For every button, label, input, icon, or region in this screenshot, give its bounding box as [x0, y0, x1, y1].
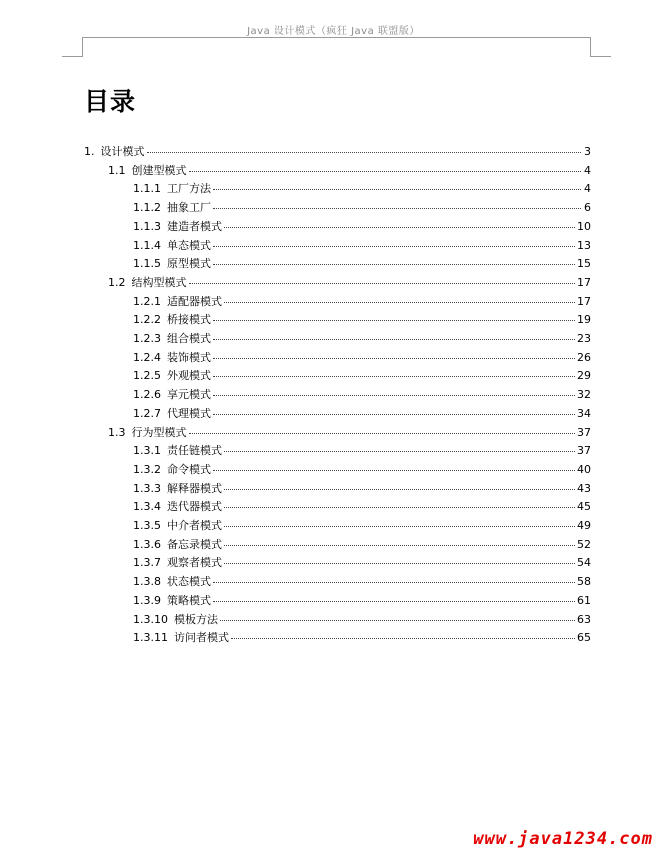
toc-leader-dots	[189, 433, 576, 434]
toc-leader-dots	[213, 264, 575, 265]
toc-leader-dots	[213, 339, 575, 340]
toc-entry-title: 组合模式	[167, 332, 211, 345]
toc-entry-number: 1.1.2	[133, 201, 161, 215]
toc-entry[interactable]	[133, 498, 591, 517]
toc-entry-title: 结构型模式	[131, 275, 187, 289]
toc-leader-dots	[224, 507, 575, 508]
toc-entry[interactable]	[108, 274, 591, 293]
toc-entry-title: 桥接模式	[167, 313, 211, 327]
toc-entry[interactable]	[133, 536, 591, 555]
toc-entry-page: 49	[577, 519, 591, 532]
toc-entry-number: 1.3.10	[133, 612, 168, 626]
toc-entry-page: 61	[577, 593, 591, 607]
toc-entry[interactable]	[133, 311, 591, 330]
toc-leader-dots	[224, 227, 575, 228]
toc-entry-title: 外观模式	[167, 369, 211, 383]
toc-entry-title: 备忘录模式	[167, 537, 222, 551]
toc-entry-number: 1.2.2	[133, 313, 161, 327]
toc-entry[interactable]	[133, 386, 591, 405]
toc-leader-dots	[231, 638, 575, 639]
toc-entry-number: 1.1.4	[133, 238, 161, 252]
toc-entry[interactable]	[133, 554, 591, 573]
toc-entry-number: 1.1.1	[133, 182, 161, 196]
toc-entry-number: 1.1	[108, 163, 126, 177]
toc-leader-dots	[224, 545, 575, 546]
toc-entry-number: 1.3.7	[133, 556, 161, 570]
toc-entry[interactable]	[133, 573, 591, 592]
toc-leader-dots	[213, 414, 575, 415]
toc-entry-page: 17	[577, 275, 591, 289]
toc-entry-title: 装饰模式	[167, 350, 211, 364]
toc-entry-number: 1.	[84, 145, 95, 158]
toc-leader-dots	[213, 582, 575, 583]
toc-leader-dots	[189, 171, 582, 172]
toc-leader-dots	[224, 451, 575, 452]
toc-entry-title: 单态模式	[167, 238, 211, 252]
toc-leader-dots	[213, 320, 575, 321]
toc-entry-title: 享元模式	[167, 388, 211, 402]
toc-entry-page: 23	[577, 332, 591, 345]
toc-entry-number: 1.3.1	[133, 444, 161, 458]
toc-entry-number: 1.3.11	[133, 631, 168, 645]
toc-entry[interactable]	[133, 442, 591, 461]
toc-entry[interactable]	[133, 461, 591, 480]
toc-leader-dots	[213, 376, 575, 377]
toc-entry-page: 29	[577, 369, 591, 383]
toc-entry[interactable]	[133, 629, 591, 648]
toc-entry-page: 63	[577, 612, 591, 626]
toc-entry-title: 访问者模式	[174, 631, 229, 645]
toc-entry-page: 4	[584, 163, 591, 177]
page-header: Java 设计模式（疯狂 Java 联盟版）	[247, 26, 420, 37]
toc-leader-dots	[213, 189, 581, 190]
toc-entry-page: 34	[577, 406, 591, 420]
watermark: www.java1234.com	[473, 829, 653, 849]
toc-entry[interactable]	[133, 180, 591, 199]
toc-entry-number: 1.2.4	[133, 350, 161, 364]
toc-entry-number: 1.3.4	[133, 500, 161, 514]
toc-entry[interactable]	[108, 162, 591, 181]
toc-leader-dots	[213, 395, 575, 396]
toc-entry-title: 状态模式	[167, 575, 211, 589]
toc-entry-title: 建造者模式	[167, 219, 222, 233]
toc-entry-number: 1.2.3	[133, 332, 161, 345]
crop-mark-right-h	[590, 56, 611, 57]
toc-entry-title: 代理模式	[167, 406, 211, 420]
toc-entry-title: 责任链模式	[167, 444, 222, 458]
toc-entry-title: 工厂方法	[167, 182, 211, 196]
toc-entry[interactable]	[133, 199, 591, 218]
toc-leader-dots	[224, 489, 575, 490]
toc-entry-title: 中介者模式	[167, 519, 222, 532]
toc-entry-title: 原型模式	[167, 257, 211, 271]
toc-title: 目录	[84, 87, 137, 116]
toc-entry-page: 4	[584, 182, 591, 196]
toc-entry-number: 1.1.5	[133, 257, 161, 271]
toc-entry-number: 1.2.6	[133, 388, 161, 402]
toc-entry-number: 1.2.7	[133, 406, 161, 420]
toc-leader-dots	[213, 208, 581, 209]
toc-leader-dots	[224, 563, 575, 564]
toc-leader-dots	[189, 283, 576, 284]
toc-entry-page: 45	[577, 500, 591, 514]
toc-entry-number: 1.3.8	[133, 575, 161, 589]
toc-leader-dots	[213, 358, 575, 359]
toc-entry-page: 54	[577, 556, 591, 570]
toc-entry-page: 6	[584, 201, 591, 215]
toc-entry-page: 13	[577, 238, 591, 252]
toc-entry[interactable]	[133, 255, 591, 274]
toc-entry-page: 37	[577, 444, 591, 458]
header-rule	[82, 37, 590, 38]
toc-leader-dots	[224, 526, 575, 527]
toc-entry[interactable]	[133, 237, 591, 256]
toc-entry-page: 43	[577, 481, 591, 495]
toc-entry-page: 26	[577, 350, 591, 364]
toc-entry-page: 58	[577, 575, 591, 589]
toc-leader-dots	[224, 302, 575, 303]
toc-leader-dots	[213, 601, 575, 602]
toc-entry-title: 解释器模式	[167, 481, 222, 495]
crop-mark-left-v	[82, 37, 83, 57]
toc-entry-page: 40	[577, 462, 591, 476]
toc-entry-title: 模板方法	[174, 612, 218, 626]
toc-entry-page: 15	[577, 257, 591, 271]
toc-entry-page: 17	[577, 294, 591, 308]
toc-entry-title: 策略模式	[167, 593, 211, 607]
toc-entry-title: 适配器模式	[167, 294, 222, 308]
toc-entry[interactable]	[133, 349, 591, 368]
toc-entry[interactable]	[108, 424, 591, 443]
toc-entry[interactable]	[133, 592, 591, 611]
toc-entry-number: 1.1.3	[133, 219, 161, 233]
toc-entry[interactable]	[133, 330, 591, 349]
toc-entry-page: 3	[584, 145, 591, 158]
toc-entry-number: 1.3.3	[133, 481, 161, 495]
toc-leader-dots	[213, 470, 575, 471]
toc-entry-number: 1.3.9	[133, 593, 161, 607]
toc-entry-page: 65	[577, 631, 591, 645]
toc-entry-title: 命令模式	[167, 462, 211, 476]
toc-entry-page: 10	[577, 219, 591, 233]
toc-entry-number: 1.3.5	[133, 519, 161, 532]
toc-entry[interactable]	[84, 143, 591, 162]
toc-entry-page: 52	[577, 537, 591, 551]
toc-entry-number: 1.2	[108, 275, 126, 289]
toc-entry[interactable]	[133, 405, 591, 424]
toc-entry-page: 19	[577, 313, 591, 327]
toc-entry-title: 行为型模式	[131, 425, 187, 439]
toc-entry-number: 1.2.5	[133, 369, 161, 383]
toc-entry-title: 设计模式	[100, 145, 145, 158]
toc-entry-number: 1.3	[108, 425, 126, 439]
toc-entry[interactable]	[133, 218, 591, 237]
toc-entry-page: 32	[577, 388, 591, 402]
toc-entry-title: 迭代器模式	[167, 500, 222, 514]
toc-entry-title: 观察者模式	[167, 556, 222, 570]
toc-entry[interactable]	[133, 517, 591, 536]
toc-entry-number: 1.3.6	[133, 537, 161, 551]
toc-entry[interactable]	[133, 611, 591, 630]
crop-mark-left-h	[62, 56, 83, 57]
toc-leader-dots	[147, 152, 582, 153]
toc-entry-title: 创建型模式	[131, 163, 187, 177]
toc-entry-page: 37	[577, 425, 591, 439]
toc-entry[interactable]	[133, 480, 591, 499]
toc-entry[interactable]	[133, 367, 591, 386]
toc-entry-number: 1.2.1	[133, 294, 161, 308]
toc-leader-dots	[213, 246, 575, 247]
toc-entry-title: 抽象工厂	[167, 201, 211, 215]
toc-entry-number: 1.3.2	[133, 462, 161, 476]
toc-leader-dots	[220, 620, 575, 621]
toc-entry[interactable]	[133, 293, 591, 312]
crop-mark-right-v	[590, 37, 591, 57]
